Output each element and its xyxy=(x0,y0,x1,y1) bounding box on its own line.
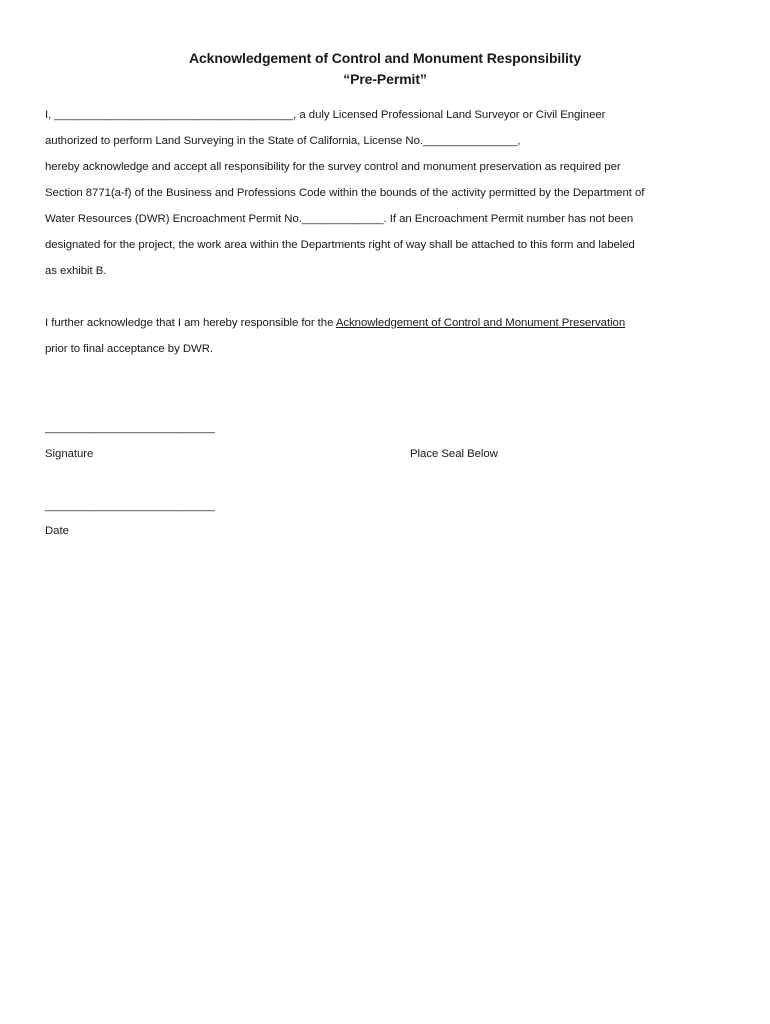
date-line[interactable]: ___________________________ xyxy=(45,500,215,512)
paragraph-1-line-2: authorized to perform Land Surveying in the State of California, License No._______________, xyxy=(45,135,521,147)
seal-label: Place Seal Below xyxy=(410,448,498,460)
paragraph-1-line-7: as exhibit B. xyxy=(45,265,107,277)
signature-label: Signature xyxy=(45,448,94,460)
paragraph-2-line-1 xyxy=(45,317,735,329)
paragraph-1-line-4: Section 8771(a-f) of the Business and Professions Code within the bounds of the activity permitted by the Department of xyxy=(45,187,645,199)
paragraph-1-line-3: hereby acknowledge and accept all responsibility for the survey control and monument preservation as required per xyxy=(45,161,621,173)
paragraph-1-line-6: designated for the project, the work area within the Departments right of way shall be attached to this form and labeled xyxy=(45,239,635,251)
document-title: Acknowledgement of Control and Monument Responsibility xyxy=(188,50,582,66)
paragraph-2-line-2: prior to final acceptance by DWR. xyxy=(45,343,214,355)
paragraph-1-line-1: I, ______________________________________, a duly Licensed Professional Land Surveyor or Civil Engineer xyxy=(45,109,606,121)
document-subtitle: “Pre-Permit” xyxy=(343,71,427,87)
paragraph-1-line-5: Water Resources (DWR) Encroachment Permit No._____________. If an Encroachment Permit number has not been xyxy=(45,213,634,225)
paragraph-2-prefix: I further acknowledge that I am hereby responsible for the xyxy=(45,317,336,329)
signature-line[interactable]: ___________________________ xyxy=(45,422,215,434)
acknowledgement-preservation-link[interactable]: Acknowledgement of Control and Monument Preservation xyxy=(335,317,626,329)
date-label: Date xyxy=(45,525,69,537)
